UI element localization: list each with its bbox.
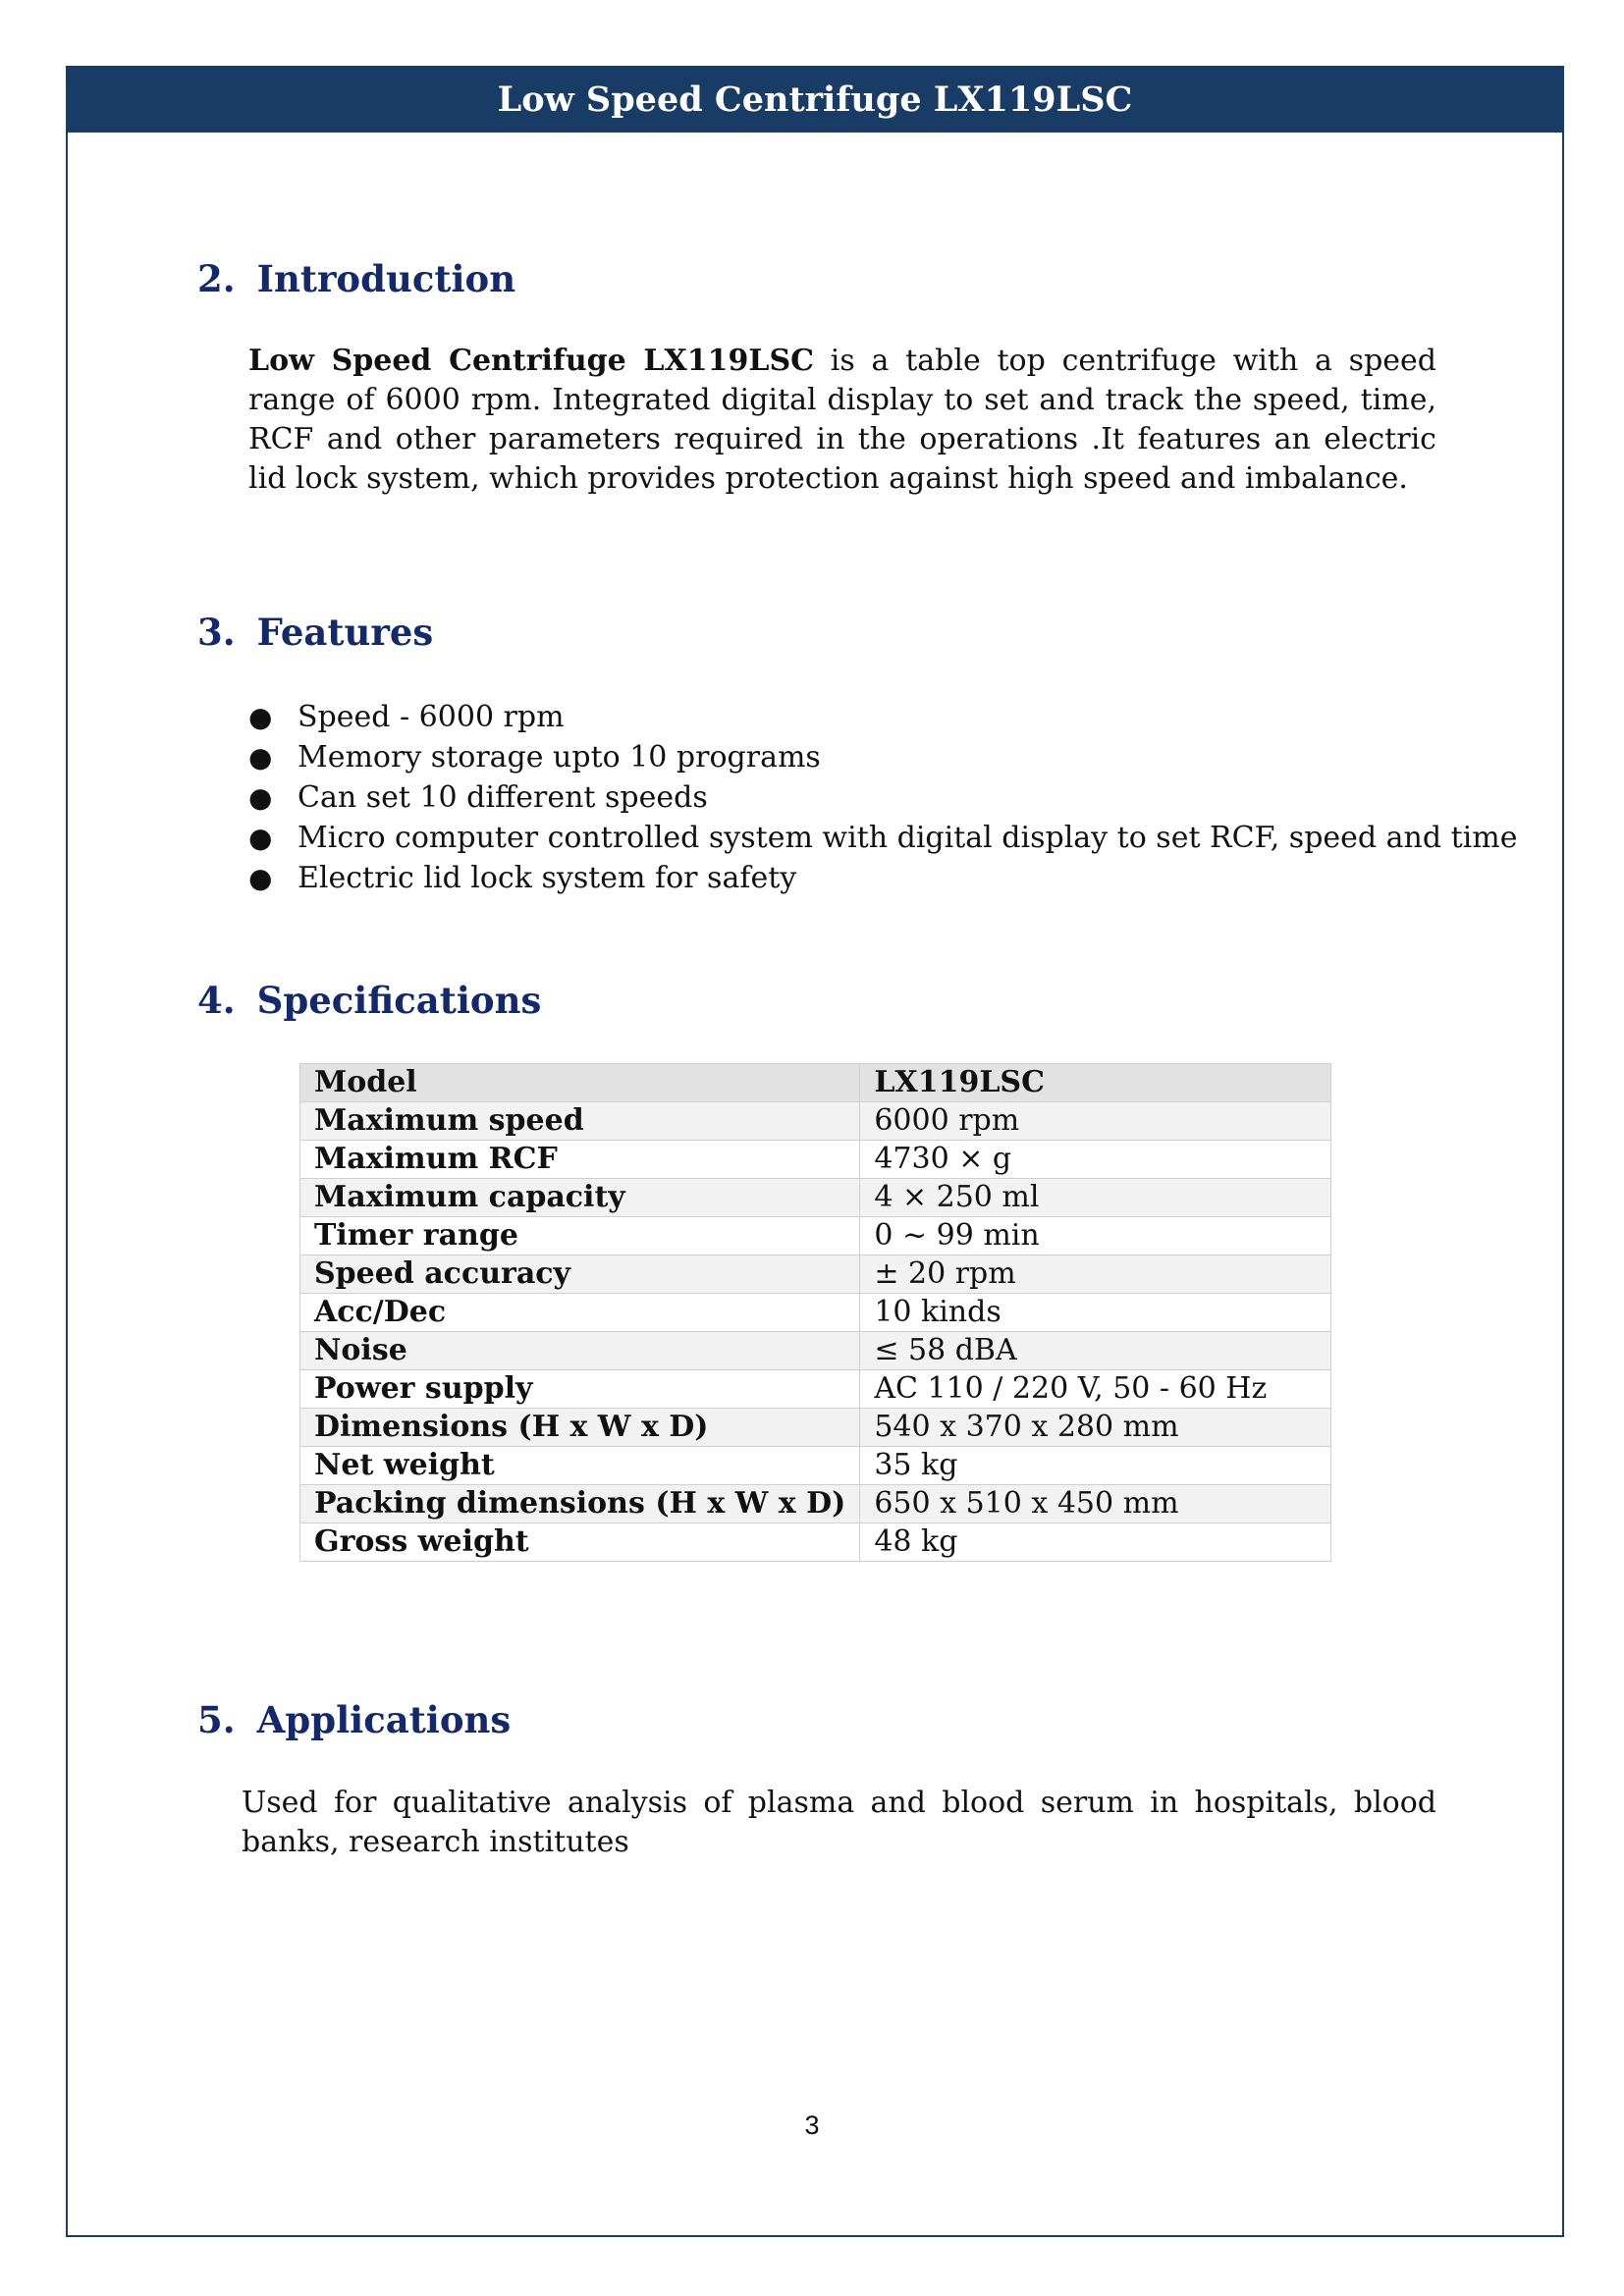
- section-title: Features: [256, 611, 434, 654]
- table-cell-label: Maximum capacity: [300, 1179, 860, 1217]
- list-item: ● Electric lid lock system for safety: [248, 858, 1517, 898]
- table-cell-label: Dimensions (H x W x D): [300, 1409, 860, 1447]
- table-header-row: [300, 1064, 1331, 1102]
- table-cell-label: Maximum RCF: [300, 1141, 860, 1179]
- table-cell-value: 0 ~ 99 min: [860, 1217, 1331, 1255]
- table-cell-value: 10 kinds: [860, 1294, 1331, 1332]
- table-row: [300, 1102, 1331, 1141]
- bullet-icon: ●: [248, 701, 273, 733]
- table-cell-label: Net weight: [300, 1447, 860, 1485]
- product-name: Low Speed Centrifuge LX119LSC: [248, 344, 815, 378]
- section-title: Specifications: [256, 979, 542, 1022]
- table-cell-value: 650 x 510 x 450 mm: [860, 1485, 1331, 1523]
- features-list: [248, 697, 1517, 898]
- section-number: 3.: [197, 611, 236, 654]
- section-heading-introduction: [197, 257, 515, 300]
- table-cell-value: AC 110 / 220 V, 50 - 60 Hz: [860, 1370, 1331, 1409]
- table-cell-label: Timer range: [300, 1217, 860, 1255]
- list-item: ● Micro computer controlled system with digital display to set RCF, speed and time: [248, 818, 1517, 858]
- bullet-icon: ●: [248, 781, 273, 814]
- table-cell-value: 6000 rpm: [860, 1102, 1331, 1141]
- table-row: [300, 1485, 1331, 1523]
- table-cell-label: Packing dimensions (H x W x D): [300, 1485, 860, 1523]
- bullet-icon: ●: [248, 862, 273, 894]
- section-title: Applications: [256, 1698, 512, 1741]
- section-title: Introduction: [256, 257, 516, 300]
- introduction-paragraph: [248, 342, 1436, 499]
- table-row: [300, 1332, 1331, 1370]
- table-row: [300, 1179, 1331, 1217]
- document-header: [66, 66, 1564, 133]
- document-title: Low Speed Centrifuge LX119LSC: [497, 79, 1133, 120]
- table-cell-value: ± 20 rpm: [860, 1255, 1331, 1294]
- bullet-icon: ●: [248, 822, 273, 854]
- table-cell-label: Acc/Dec: [300, 1294, 860, 1332]
- table-cell-value: LX119LSC: [860, 1064, 1331, 1102]
- table-row: [300, 1294, 1331, 1332]
- section-number: 2.: [197, 257, 236, 300]
- section-heading-features: [197, 611, 433, 654]
- table-cell-label: Model: [300, 1064, 860, 1102]
- section-number: 4.: [197, 979, 236, 1022]
- table-row: [300, 1217, 1331, 1255]
- table-cell-value: 35 kg: [860, 1447, 1331, 1485]
- section-heading-applications: [197, 1698, 511, 1741]
- table-cell-label: Gross weight: [300, 1523, 860, 1562]
- table-row: [300, 1523, 1331, 1562]
- table-cell-value: 4 × 250 ml: [860, 1179, 1331, 1217]
- table-cell-label: Speed accuracy: [300, 1255, 860, 1294]
- section-heading-specifications: [197, 979, 541, 1022]
- table-row: [300, 1255, 1331, 1294]
- list-item: ● Speed - 6000 rpm: [248, 697, 1517, 737]
- table-cell-label: Power supply: [300, 1370, 860, 1409]
- table-cell-value: 4730 × g: [860, 1141, 1331, 1179]
- table-row: [300, 1409, 1331, 1447]
- bullet-icon: ●: [248, 741, 273, 774]
- list-item: ● Can set 10 different speeds: [248, 777, 1517, 818]
- table-cell-value: ≤ 58 dBA: [860, 1332, 1331, 1370]
- applications-paragraph: Used for qualitative analysis of plasma and blood serum in hospitals, blood banks, research institutes: [242, 1786, 1436, 1859]
- table-cell-value: 540 x 370 x 280 mm: [860, 1409, 1331, 1447]
- table-cell-label: Maximum speed: [300, 1102, 860, 1141]
- page-number: 3: [804, 2110, 820, 2140]
- section-number: 5.: [197, 1698, 236, 1741]
- table-row: [300, 1141, 1331, 1179]
- table-cell-label: Noise: [300, 1332, 860, 1370]
- table-row: [300, 1447, 1331, 1485]
- table-row: [300, 1370, 1331, 1409]
- table-cell-value: 48 kg: [860, 1523, 1331, 1562]
- specifications-table: [299, 1063, 1331, 1562]
- list-item: ● Memory storage upto 10 programs: [248, 737, 1517, 777]
- introduction-text: is a table top centrifuge with a speed range of 6000 rpm. Integrated digital display to set and track the speed, time, RCF and other parameters required in the operations .It features an electric lid lock system, which provides protection against high speed and imbalance.: [248, 344, 1436, 496]
